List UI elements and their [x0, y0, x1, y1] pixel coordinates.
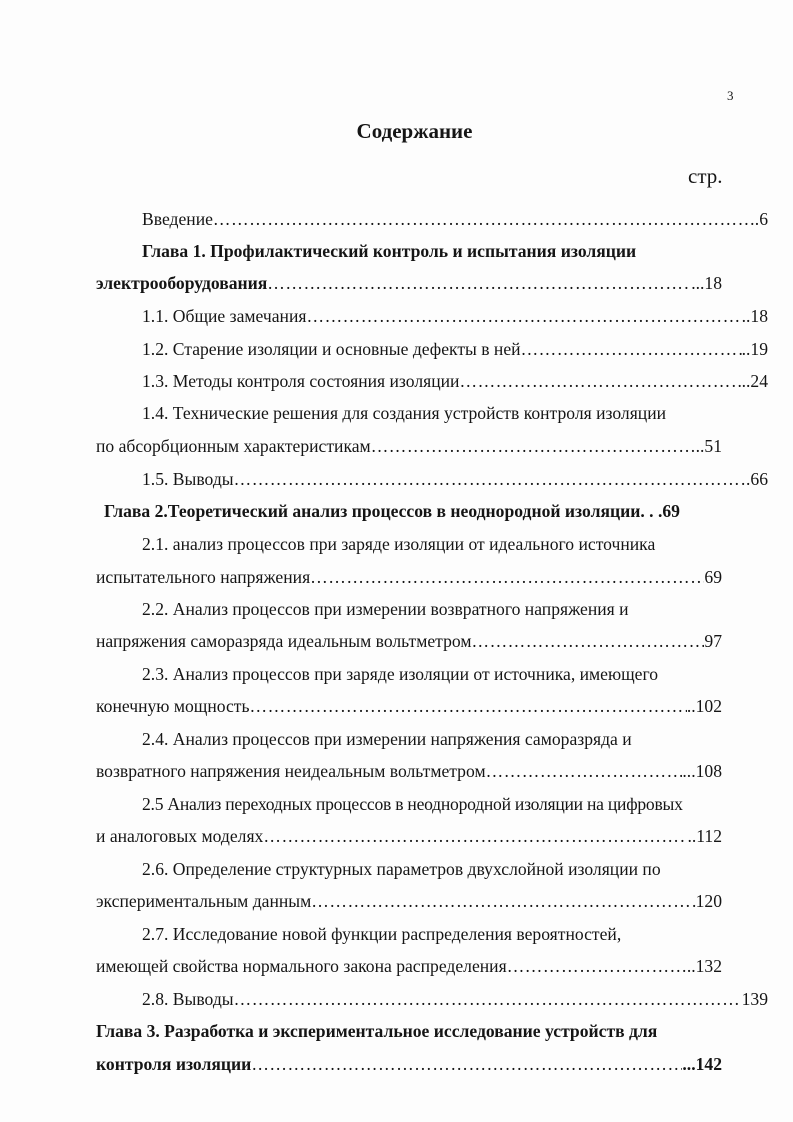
toc-leader-dots [507, 953, 687, 979]
toc-entry-page: 69 [704, 567, 722, 587]
toc-leader-dots [311, 888, 695, 914]
toc-entry-2-4[interactable] [96, 758, 722, 784]
toc-entry-2-2-title[interactable]: 2.2. Анализ процессов при измерении возвратного напряжения и [142, 599, 629, 619]
toc-leader-dots [251, 1051, 682, 1077]
toc-entry-page: ...108 [682, 761, 722, 781]
toc-leader-dots [234, 986, 742, 1012]
toc-entry-2-6[interactable] [96, 888, 722, 914]
toc-leader-dots [459, 368, 741, 394]
toc-entry-2-8[interactable] [96, 986, 768, 1012]
toc-entry-page: ..102 [686, 696, 722, 716]
toc-entry-chapter-1[interactable] [96, 270, 722, 296]
toc-leader-dots [471, 628, 704, 654]
toc-entry-page: ..132 [686, 956, 722, 976]
toc-leader-dots [371, 433, 696, 459]
toc-entry-text: и аналоговых моделях [96, 826, 264, 846]
toc-entry-text: 1.2. Старение изоляции и основные дефекты в ней [142, 339, 521, 359]
toc-entry-page: ..18 [741, 306, 768, 326]
toc-entry-2-3-title[interactable]: 2.3. Анализ процессов при заряде изоляции от источника, имеющего [142, 664, 659, 684]
toc-leader-dots [250, 693, 687, 719]
toc-entry-2-5[interactable] [96, 823, 722, 849]
toc-entry-1-4-title[interactable]: 1.4. Технические решения для создания устройств контроля изоляции [142, 403, 667, 423]
toc-entry-text: имеющей свойства нормального закона распределения [96, 956, 507, 976]
toc-entry-1-1[interactable] [96, 303, 768, 329]
toc-entry-page: 97 [704, 631, 722, 651]
toc-entry-page: ...142 [682, 1054, 722, 1074]
toc-entry-page: ...18 [691, 273, 722, 293]
toc-entry-text: напряжения саморазряда идеальным вольтметром [96, 631, 472, 651]
toc-entry-intro[interactable] [96, 206, 768, 232]
toc-leader-dots [486, 758, 683, 784]
toc-entry-page: .66 [746, 469, 768, 489]
toc-entry-text: электрооборудования [96, 273, 268, 293]
toc-entry-2-5-title[interactable]: 2.5 Анализ переходных процессов в неоднородной изоляции на цифровых [142, 794, 683, 814]
toc-entry-text: 1.3. Методы контроля состояния изоляции [142, 371, 460, 391]
toc-leader-dots [306, 303, 741, 329]
toc-entry-2-4-title[interactable]: 2.4. Анализ процессов при измерении напряжения саморазряда и [142, 729, 632, 749]
toc-entry-2-1[interactable] [96, 564, 722, 590]
toc-entry-2-6-title[interactable]: 2.6. Определение структурных параметров двухслойной изоляции по [142, 859, 661, 879]
toc-leader-dots [310, 564, 704, 590]
toc-entry-chapter-2[interactable]: Глава 2.Теоретический анализ процессов в неоднородной изоляции. . .69 [104, 501, 680, 521]
toc-leader-dots [521, 336, 742, 362]
toc-entry-text: Введение [142, 209, 213, 229]
toc-entry-page: 120 [695, 891, 722, 911]
toc-entry-page: .6 [754, 209, 768, 229]
toc-entry-page: 139 [741, 989, 768, 1009]
page-number: 3 [727, 88, 734, 103]
toc-leader-dots [267, 270, 691, 296]
toc-chapter-3-title[interactable]: Глава 3. Разработка и экспериментальное исследование устройств для [96, 1021, 658, 1041]
toc-entry-page: ..112 [687, 826, 722, 846]
toc-entry-2-7[interactable] [96, 953, 722, 979]
toc-entry-text: испытательного напряжения [96, 567, 311, 587]
toc-entry-text: экспериментальным данным [96, 891, 312, 911]
toc-leader-dots [213, 206, 755, 232]
toc-entry-1-2[interactable] [96, 336, 768, 362]
toc-entry-1-3[interactable] [96, 368, 768, 394]
toc-entry-text: 1.1. Общие замечания [142, 306, 307, 326]
toc-entry-1-5[interactable] [96, 466, 768, 492]
toc-leader-dots [263, 823, 687, 849]
toc-entry-page: ..19 [741, 339, 768, 359]
toc-entry-text: по абсорбционным характеристикам [96, 436, 371, 456]
toc-entry-text: контроля изоляции [96, 1054, 252, 1074]
toc-entry-2-2[interactable] [96, 628, 722, 654]
toc-entry-chapter-3[interactable] [96, 1051, 722, 1077]
toc-entry-1-4[interactable] [96, 433, 722, 459]
toc-entry-text: конечную мощность [96, 696, 250, 716]
page-title: Содержание [356, 119, 473, 143]
toc-entry-page: ..51 [695, 436, 722, 456]
toc-entry-text: 2.8. Выводы [142, 989, 234, 1009]
toc-entry-2-1-title[interactable]: 2.1. анализ процессов при заряде изоляции от идеального источника [142, 534, 656, 554]
toc-entry-text: возвратного напряжения неидеальным вольтметром [96, 761, 486, 781]
page-column-label: стр. [688, 164, 723, 188]
toc-leader-dots [234, 466, 746, 492]
toc-entry-2-7-title[interactable]: 2.7. Исследование новой функции распределения вероятностей, [142, 924, 622, 944]
toc-entry-text: 1.5. Выводы [142, 469, 234, 489]
toc-chapter-1-title[interactable]: Глава 1. Профилактический контроль и испытания изоляции [142, 241, 637, 261]
toc-entry-page: ..24 [741, 371, 768, 391]
toc-entry-2-3[interactable] [96, 693, 722, 719]
